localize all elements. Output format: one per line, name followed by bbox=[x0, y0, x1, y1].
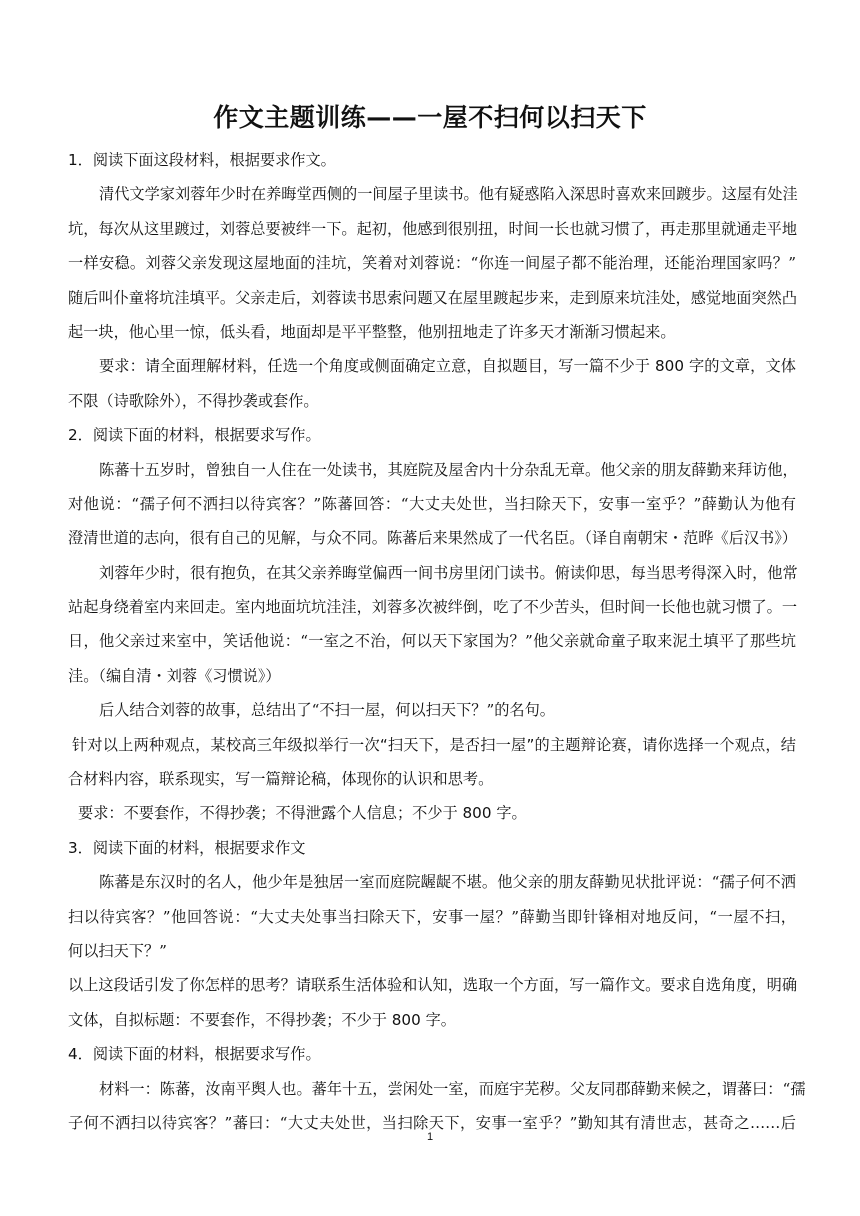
paragraph-line: 坑，每次从这里踱过，刘蓉总要被绊一下。起初，他感到很别扭，时间一长也就习惯了，再走那里就通走平地 bbox=[68, 219, 797, 238]
task-line: 文体，自拟标题：不要套作，不得抄袭；不少于 800 字。 bbox=[68, 1010, 456, 1029]
paragraph-line: 何以扫天下？” bbox=[68, 941, 167, 960]
question-4-heading: 4．阅读下面的材料，根据要求写作。 bbox=[68, 1045, 321, 1064]
requirement-line: 要求：不要套作，不得抄袭；不得泄露个人信息；不少于 800 字。 bbox=[78, 804, 527, 823]
paragraph-line: 对他说：“孺子何不洒扫以待宾客？”陈蕃回答：“大丈夫处世，当扫除天下，安事一室乎？”薛勤认为他有 bbox=[68, 494, 796, 513]
question-1-heading: 1．阅读下面这段材料，根据要求作文。 bbox=[68, 151, 336, 169]
paragraph-line: 后人结合刘蓉的故事，总结出了“不扫一屋，何以扫天下？”的名句。 bbox=[99, 701, 555, 720]
task-line: 针对以上两种观点，某校高三年级拟举行一次“扫天下，是否扫一屋”的主题辩论赛，请你选择一个观点，结 bbox=[72, 735, 796, 754]
paragraph-line: 陈蕃十五岁时，曾独自一人住在一处读书，其庭院及屋舍内十分杂乱无章。他父亲的朋友薛勤来拜访他， bbox=[99, 460, 798, 479]
paragraph-line: 一样安稳。刘蓉父亲发现这屋地面的洼坑，笑着对刘蓉说：“你连一间屋子都不能治理，还能治理国家吗？” bbox=[68, 254, 796, 273]
task-line: 以上这段话引发了你怎样的思考？请联系生活体验和认知，选取一个方面，写一篇作文。要求自选角度，明确 bbox=[68, 976, 797, 995]
requirement-line: 不限（诗歌除外），不得抄袭或套作。 bbox=[68, 391, 319, 410]
paragraph-line: 清代文学家刘蓉年少时在养晦堂西侧的一间屋子里读书。他有疑惑陷入深思时喜欢来回踱步。这屋有处洼 bbox=[99, 185, 798, 204]
paragraph-line: 澄清世道的志向，很有自己的见解，与众不同。陈蕃后来果然成了一代名臣。（译自南朝宋・范晔《后汉书》） bbox=[68, 529, 797, 548]
document-body bbox=[68, 143, 806, 1140]
question-3-heading: 3．阅读下面的材料，根据要求作文 bbox=[68, 838, 306, 857]
paragraph-line: 陈蕃是东汉时的名人，他少年是独居一室而庭院龌龊不堪。他父亲的朋友薛勤见状批评说：“孺子何不洒 bbox=[99, 873, 796, 892]
requirement-line: 要求：请全面理解材料，任选一个角度或侧面确定立意，自拟题目，写一篇不少于 800 字的文章，文体 bbox=[99, 357, 796, 376]
paragraph-line: 洼。（编自清・刘蓉《习惯说》） bbox=[68, 666, 281, 685]
page-number: 1 bbox=[426, 1131, 434, 1143]
question-2-heading: 2．阅读下面的材料，根据要求写作。 bbox=[68, 426, 321, 445]
paragraph-line: 随后叫仆童将坑洼填平。父亲走后，刘蓉读书思索问题又在屋里踱起步来，走到原来坑洼处，感觉地面突然凸 bbox=[68, 288, 797, 307]
paragraph-line: 刘蓉年少时，很有抱负，在其父亲养晦堂偏西一间书房里闭门读书。俯读仰思，每当思考得深入时，他常 bbox=[99, 563, 798, 582]
task-line: 合材料内容，联系现实，写一篇辩论稿，体现你的认识和思考。 bbox=[68, 770, 494, 789]
paragraph-line: 子何不洒扫以待宾客？”蕃曰：“大丈夫处世，当扫除天下，安事一室乎？”勤知其有清世志，甚奇之……后 bbox=[68, 1113, 796, 1132]
paragraph-line: 扫以待宾客？”他回答说：“大丈夫处事当扫除天下，安事一屋？”薛勤当即针锋相对地反问，“一屋不扫， bbox=[68, 907, 796, 926]
paragraph-line: 站起身绕着室内来回走。室内地面坑坑洼洼，刘蓉多次被绊倒，吃了不少苦头，但时间一长他也就习惯了。一 bbox=[68, 598, 797, 617]
document-title: 作文主题训练——一屋不扫何以扫天下 bbox=[213, 103, 647, 132]
paragraph-line: 起一块，他心里一惊，低头看，地面却是平平整整，他别扭地走了许多天才渐渐习惯起来。 bbox=[68, 322, 676, 341]
paragraph-line: 日，他父亲过来室中，笑话他说：“一室之不治，何以天下家国为？”他父亲就命童子取来泥土填平了那些坑 bbox=[68, 632, 796, 651]
paragraph-line: 材料一：陈蕃，汝南平舆人也。蕃年十五，尝闲处一室，而庭宇芜秽。父友同郡薛勤来候之，谓蕃曰：“孺 bbox=[99, 1079, 806, 1098]
